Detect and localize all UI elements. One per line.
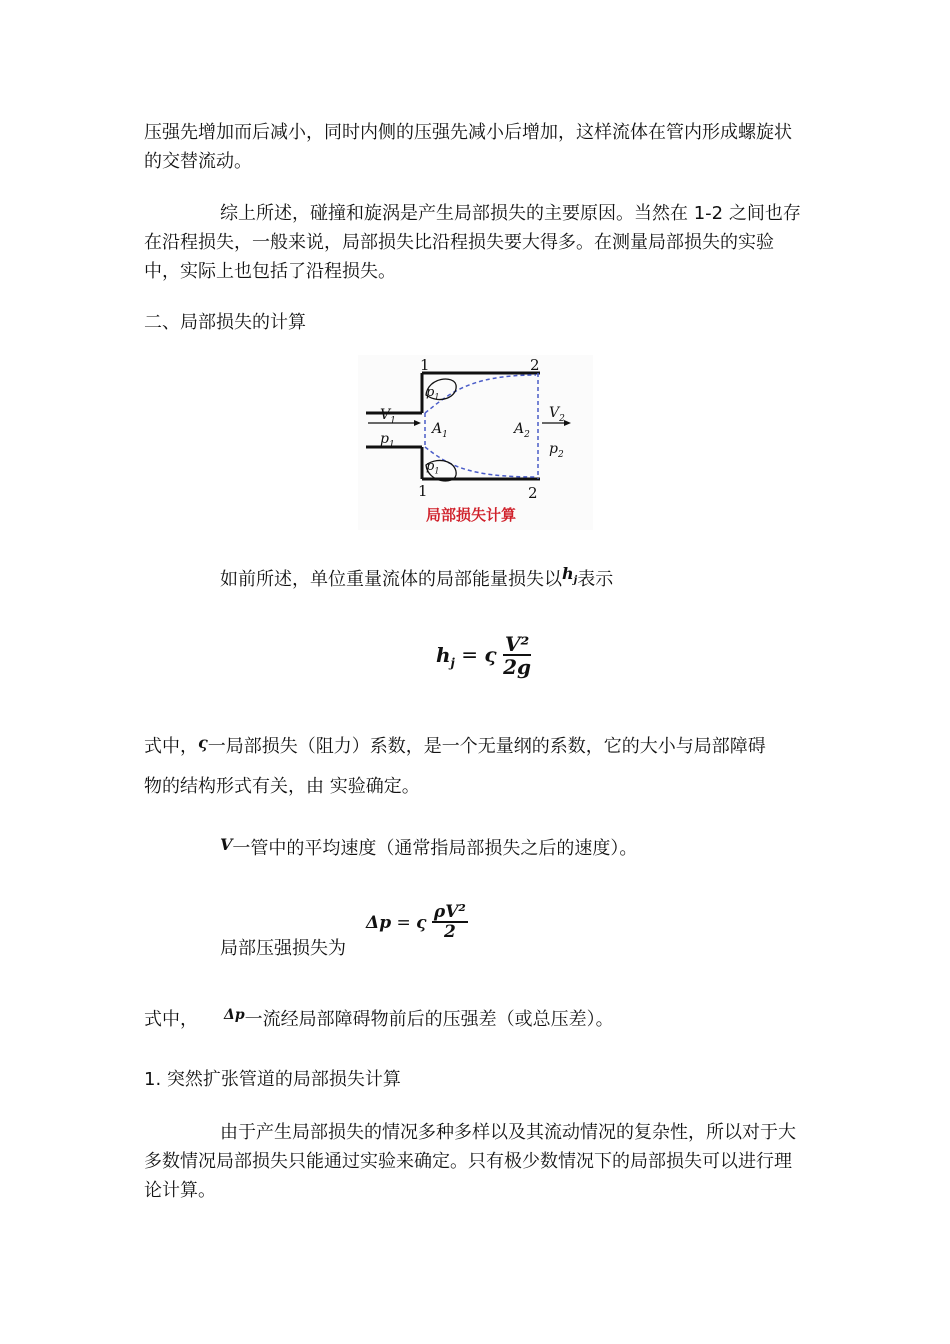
label-p1-lower-eddy: $p_1$ (426, 459, 440, 476)
formula-fraction-2 (432, 904, 468, 942)
formula-equals: = (461, 642, 479, 667)
formula-equals-2: = (396, 912, 411, 933)
section-heading-calculation: 二、局部损失的计算 (144, 312, 306, 333)
label-v1: $V_1$ (380, 407, 396, 426)
formula-hj: $h_j$ (436, 642, 455, 670)
v-symbol: V (220, 835, 233, 854)
paragraph-summary: 综上所述，碰撞和旋涡是产生局部损失的主要原因。当然在 1-2 之间也存在沿程损失，一般来说，局部损失比沿程损失要大得多。在测量局部损失的实验中，实际上也包括了沿程损失。 (144, 203, 801, 282)
velocity-def-text: 一管中的平均速度（通常指局部损失之后的速度）。 (232, 838, 638, 859)
zeta-def-text: 一局部损失（阻力）系数，是一个无量纲的系数，它的大小与局部障碍 (207, 736, 766, 757)
zeta-def-prefix: 式中， (144, 736, 198, 757)
formula-pressure-loss (366, 904, 468, 942)
sudden-expansion-figure (358, 355, 593, 530)
formula-denominator: 2g (503, 655, 532, 679)
formula-zeta: ς (484, 642, 497, 667)
figure-caption: 局部损失计算 (426, 506, 517, 524)
zeta-symbol: ς (198, 733, 208, 752)
formula-numerator: V² (504, 632, 530, 656)
label-a1: $A_1$ (432, 421, 448, 440)
paragraph-velocity-definition (220, 837, 637, 861)
head-loss-intro-suffix: 表示 (577, 569, 614, 590)
paragraph-zeta-definition-line1 (144, 735, 766, 759)
paragraph-dp-definition (144, 1008, 614, 1033)
label-p1-upper-eddy: $p_1$ (426, 385, 440, 402)
label-v2: $V_2$ (549, 405, 565, 424)
paragraph-zeta-definition-line2: 物的结构形式有关，由 实验确定。 (144, 776, 420, 797)
formula-fraction (503, 634, 531, 678)
paragraph-theory-calculation: 由于产生局部损失的情况多种多样以及其流动情况的复杂性，所以对于大多数情况局部损失只能通过实验来确定。只有极少数情况下的局部损失可以进行理论计算。 (144, 1122, 796, 1201)
formula-numerator-2: ρV² (433, 902, 466, 922)
hj-symbol: $h_j$ (562, 564, 578, 587)
label-section-1-top: 1 (420, 356, 430, 374)
dp-def-prefix: 式中， (144, 1009, 198, 1030)
dp-symbol: Δp (224, 1007, 245, 1023)
paragraph-spiral-flow: 压强先增加而后减小，同时内侧的压强先减小后增加，这样流体在管内形成螺旋状的交替流动。 (144, 122, 792, 172)
formula-head-loss (436, 634, 531, 678)
head-loss-intro-text: 如前所述，单位重量流体的局部能量损失以 (220, 569, 562, 590)
label-p1-inlet: $p_1$ (380, 431, 395, 450)
paragraph-pressure-loss: 局部压强损失为 (220, 938, 346, 959)
label-section-2-top: 2 (530, 356, 540, 374)
formula-dp: Δp (366, 912, 392, 933)
formula-zeta-2: ς (416, 912, 427, 933)
paragraph-head-loss-intro (220, 564, 614, 599)
label-section-1-bottom: 1 (418, 482, 428, 500)
label-a2: $A_2$ (514, 421, 530, 440)
dp-def-text: 一流经局部障碍物前后的压强差（或总压差）。 (244, 1009, 614, 1030)
label-p2: $p_2$ (549, 441, 564, 460)
formula-denominator-2: 2 (443, 922, 456, 942)
label-section-2-bottom: 2 (528, 484, 538, 502)
subsection-heading-sudden-expansion: 1. 突然扩张管道的局部损失计算 (144, 1069, 401, 1090)
